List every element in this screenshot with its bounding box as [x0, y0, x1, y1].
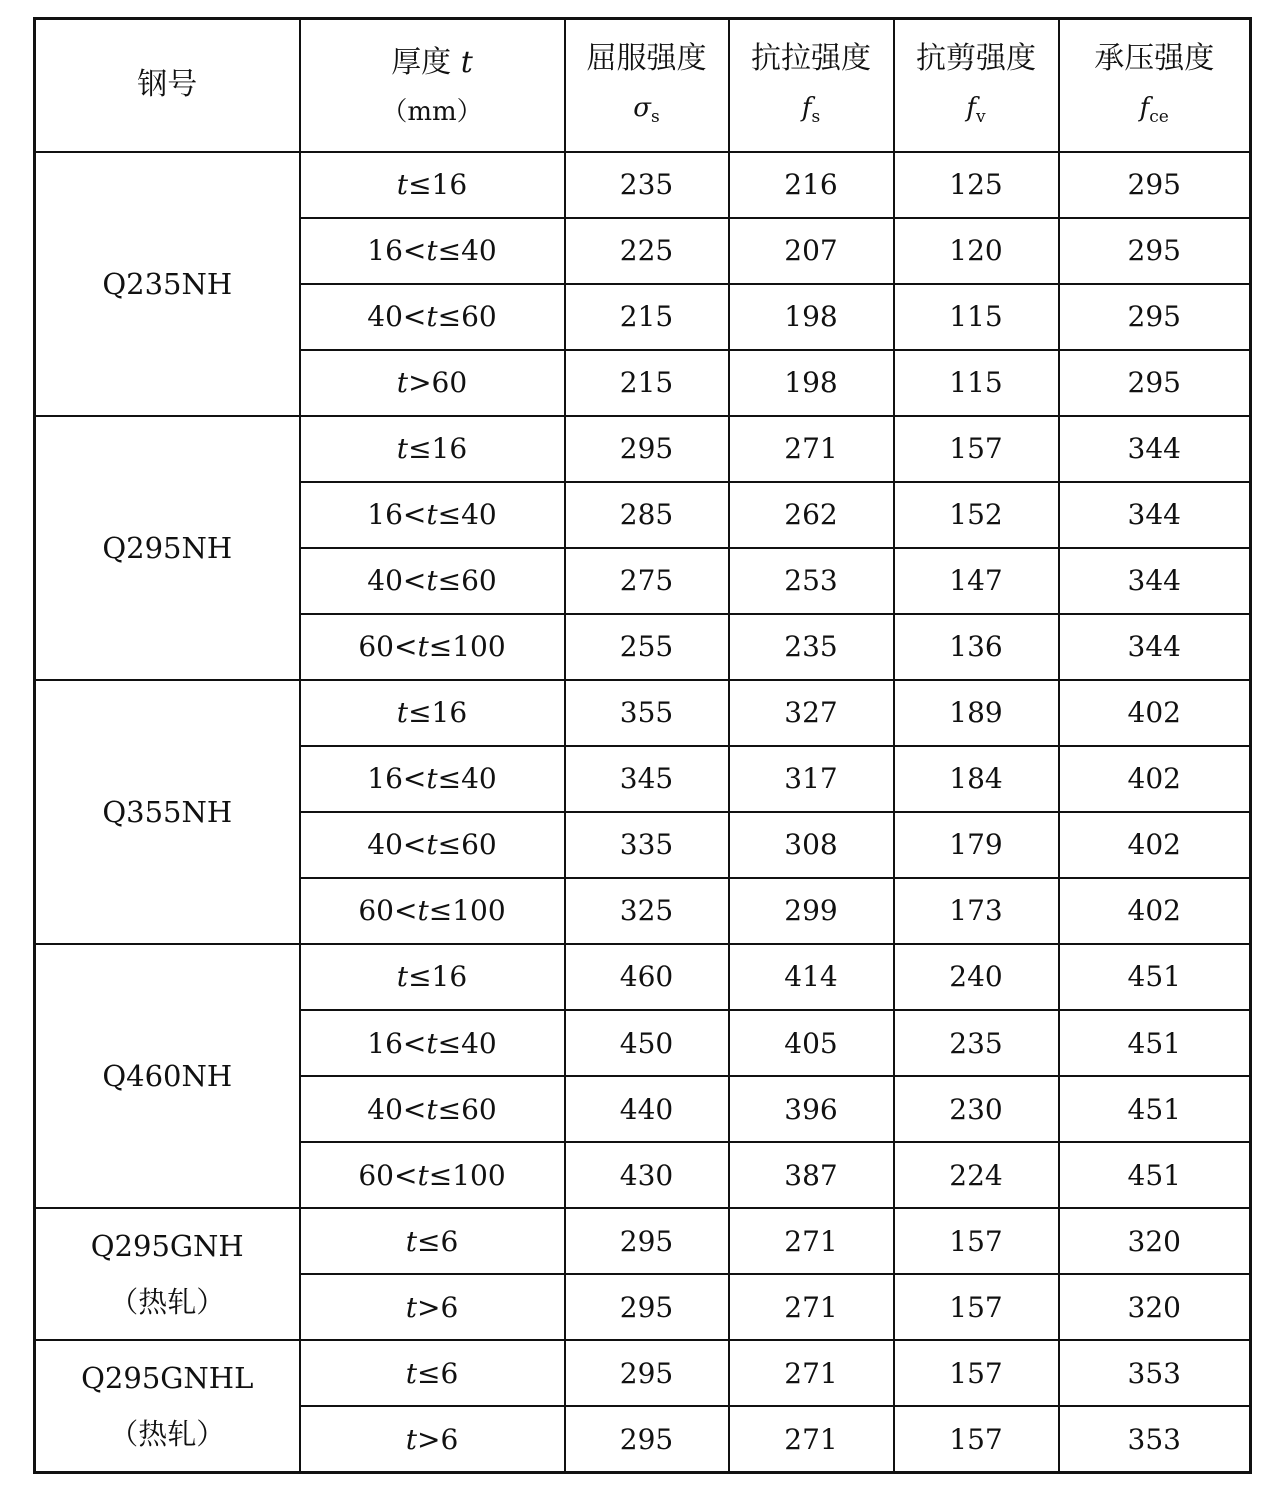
grade-name: Q235NH	[102, 266, 233, 301]
shear-cell: 115	[894, 350, 1059, 416]
thickness-range-cell: 40<t≤60	[300, 548, 565, 614]
bearing-cell: 344	[1059, 482, 1251, 548]
tensile-cell: 271	[729, 1274, 894, 1340]
header-bearing-label: 承压强度	[1094, 40, 1215, 76]
shear-cell: 235	[894, 1010, 1059, 1076]
grade-cell	[35, 1208, 300, 1340]
bearing-cell: 451	[1059, 1076, 1251, 1142]
thickness-range-cell: t≤16	[300, 944, 565, 1010]
bearing-cell: 402	[1059, 812, 1251, 878]
grade-cell	[35, 152, 300, 416]
yield-cell: 450	[565, 1010, 729, 1076]
thickness-range-cell: 60<t≤100	[300, 614, 565, 680]
tensile-cell: 396	[729, 1076, 894, 1142]
yield-cell: 275	[565, 548, 729, 614]
shear-cell: 157	[894, 416, 1059, 482]
table-row	[35, 416, 1251, 482]
shear-cell: 157	[894, 1208, 1059, 1274]
header-row	[35, 19, 1251, 152]
tensile-cell: 299	[729, 878, 894, 944]
bearing-cell: 451	[1059, 1142, 1251, 1208]
table-row	[35, 1340, 1251, 1406]
thickness-range-cell: 60<t≤100	[300, 1142, 565, 1208]
tensile-cell: 271	[729, 1406, 894, 1472]
shear-cell: 230	[894, 1076, 1059, 1142]
tensile-cell: 262	[729, 482, 894, 548]
tensile-cell: 271	[729, 1340, 894, 1406]
tensile-cell: 198	[729, 350, 894, 416]
bearing-cell: 295	[1059, 152, 1251, 218]
yield-cell: 295	[565, 1208, 729, 1274]
thickness-range-cell: 16<t≤40	[300, 1010, 565, 1076]
shear-cell: 152	[894, 482, 1059, 548]
yield-cell: 355	[565, 680, 729, 746]
header-tensile	[729, 19, 894, 152]
thickness-range-cell: t>60	[300, 350, 565, 416]
yield-cell: 285	[565, 482, 729, 548]
grade-cell	[35, 416, 300, 680]
bearing-cell: 295	[1059, 350, 1251, 416]
yield-cell: 235	[565, 152, 729, 218]
thickness-range-cell: 16<t≤40	[300, 482, 565, 548]
strength-table	[33, 17, 1252, 1474]
thickness-range-cell: t≤16	[300, 416, 565, 482]
header-yield-sub: s	[651, 106, 660, 127]
grade-name: Q460NH	[102, 1059, 233, 1094]
header-thickness-label: 厚度	[391, 45, 452, 81]
tensile-cell: 387	[729, 1142, 894, 1208]
grade-name: Q295NH	[102, 530, 233, 565]
grade-note: （热轧）	[109, 1417, 226, 1452]
shear-cell: 120	[894, 218, 1059, 284]
thickness-range-cell: t>6	[300, 1274, 565, 1340]
yield-cell: 295	[565, 1406, 729, 1472]
thickness-range-cell: 16<t≤40	[300, 218, 565, 284]
bearing-cell: 451	[1059, 944, 1251, 1010]
bearing-cell: 295	[1059, 284, 1251, 350]
thickness-range-cell: t>6	[300, 1406, 565, 1472]
header-shear-sub: v	[976, 106, 986, 127]
thickness-range-cell: t≤16	[300, 680, 565, 746]
tensile-cell: 405	[729, 1010, 894, 1076]
tensile-cell: 207	[729, 218, 894, 284]
yield-cell: 460	[565, 944, 729, 1010]
header-bearing-symbol: f	[1139, 92, 1150, 123]
shear-cell: 179	[894, 812, 1059, 878]
header-bearing-sub: ce	[1149, 106, 1169, 127]
bearing-cell: 295	[1059, 218, 1251, 284]
header-thickness-symbol: t	[460, 45, 473, 81]
yield-cell: 295	[565, 1340, 729, 1406]
yield-cell: 295	[565, 1274, 729, 1340]
bearing-cell: 353	[1059, 1340, 1251, 1406]
yield-cell: 335	[565, 812, 729, 878]
header-shear	[894, 19, 1059, 152]
tensile-cell: 308	[729, 812, 894, 878]
bearing-cell: 402	[1059, 878, 1251, 944]
header-tensile-label: 抗拉强度	[751, 40, 871, 76]
header-grade-label: 钢号	[137, 67, 198, 103]
shear-cell: 173	[894, 878, 1059, 944]
thickness-range-cell: 40<t≤60	[300, 1076, 565, 1142]
header-thickness-unit: （mm）	[381, 97, 483, 128]
bearing-cell: 320	[1059, 1274, 1251, 1340]
shear-cell: 157	[894, 1274, 1059, 1340]
shear-cell: 136	[894, 614, 1059, 680]
shear-cell: 125	[894, 152, 1059, 218]
bearing-cell: 344	[1059, 548, 1251, 614]
thickness-range-cell: 60<t≤100	[300, 878, 565, 944]
table-row	[35, 1208, 1251, 1274]
bearing-cell: 344	[1059, 614, 1251, 680]
bearing-cell: 402	[1059, 680, 1251, 746]
shear-cell: 115	[894, 284, 1059, 350]
bearing-cell: 344	[1059, 416, 1251, 482]
header-shear-symbol: f	[966, 92, 976, 123]
grade-name: Q355NH	[102, 794, 233, 829]
shear-cell: 189	[894, 680, 1059, 746]
bearing-cell: 353	[1059, 1406, 1251, 1472]
thickness-range-cell: t≤16	[300, 152, 565, 218]
header-grade	[35, 19, 300, 152]
yield-cell: 325	[565, 878, 729, 944]
tensile-cell: 327	[729, 680, 894, 746]
tensile-cell: 414	[729, 944, 894, 1010]
yield-cell: 345	[565, 746, 729, 812]
bearing-cell: 451	[1059, 1010, 1251, 1076]
header-tensile-sub: s	[811, 106, 821, 127]
grade-name: Q295GNH	[90, 1229, 244, 1264]
thickness-range-cell: t≤6	[300, 1340, 565, 1406]
yield-cell: 295	[565, 416, 729, 482]
grade-cell	[35, 680, 300, 944]
shear-cell: 157	[894, 1406, 1059, 1472]
header-shear-label: 抗剪强度	[916, 40, 1036, 76]
yield-cell: 440	[565, 1076, 729, 1142]
header-yield-label: 屈服强度	[586, 40, 707, 76]
header-yield	[565, 19, 729, 152]
table-row	[35, 680, 1251, 746]
yield-cell: 255	[565, 614, 729, 680]
thickness-range-cell: t≤6	[300, 1208, 565, 1274]
header-yield-symbol: σ	[633, 92, 651, 123]
grade-cell	[35, 1340, 300, 1472]
thickness-range-cell: 40<t≤60	[300, 812, 565, 878]
header-bearing	[1059, 19, 1251, 152]
shear-cell: 147	[894, 548, 1059, 614]
yield-cell: 215	[565, 284, 729, 350]
tensile-cell: 271	[729, 416, 894, 482]
bearing-cell: 402	[1059, 746, 1251, 812]
yield-cell: 225	[565, 218, 729, 284]
yield-cell: 215	[565, 350, 729, 416]
thickness-range-cell: 16<t≤40	[300, 746, 565, 812]
header-tensile-symbol: f	[801, 92, 812, 123]
tensile-cell: 216	[729, 152, 894, 218]
grade-cell	[35, 944, 300, 1208]
grade-note: （热轧）	[109, 1285, 226, 1320]
grade-name: Q295GNHL	[81, 1361, 254, 1396]
table-row	[35, 152, 1251, 218]
thickness-range-cell: 40<t≤60	[300, 284, 565, 350]
bearing-cell: 320	[1059, 1208, 1251, 1274]
tensile-cell: 253	[729, 548, 894, 614]
shear-cell: 184	[894, 746, 1059, 812]
table-row	[35, 944, 1251, 1010]
shear-cell: 157	[894, 1340, 1059, 1406]
header-thickness	[300, 19, 565, 152]
yield-cell: 430	[565, 1142, 729, 1208]
table-body	[35, 19, 1251, 1473]
tensile-cell: 317	[729, 746, 894, 812]
shear-cell: 224	[894, 1142, 1059, 1208]
shear-cell: 240	[894, 944, 1059, 1010]
tensile-cell: 235	[729, 614, 894, 680]
tensile-cell: 198	[729, 284, 894, 350]
tensile-cell: 271	[729, 1208, 894, 1274]
